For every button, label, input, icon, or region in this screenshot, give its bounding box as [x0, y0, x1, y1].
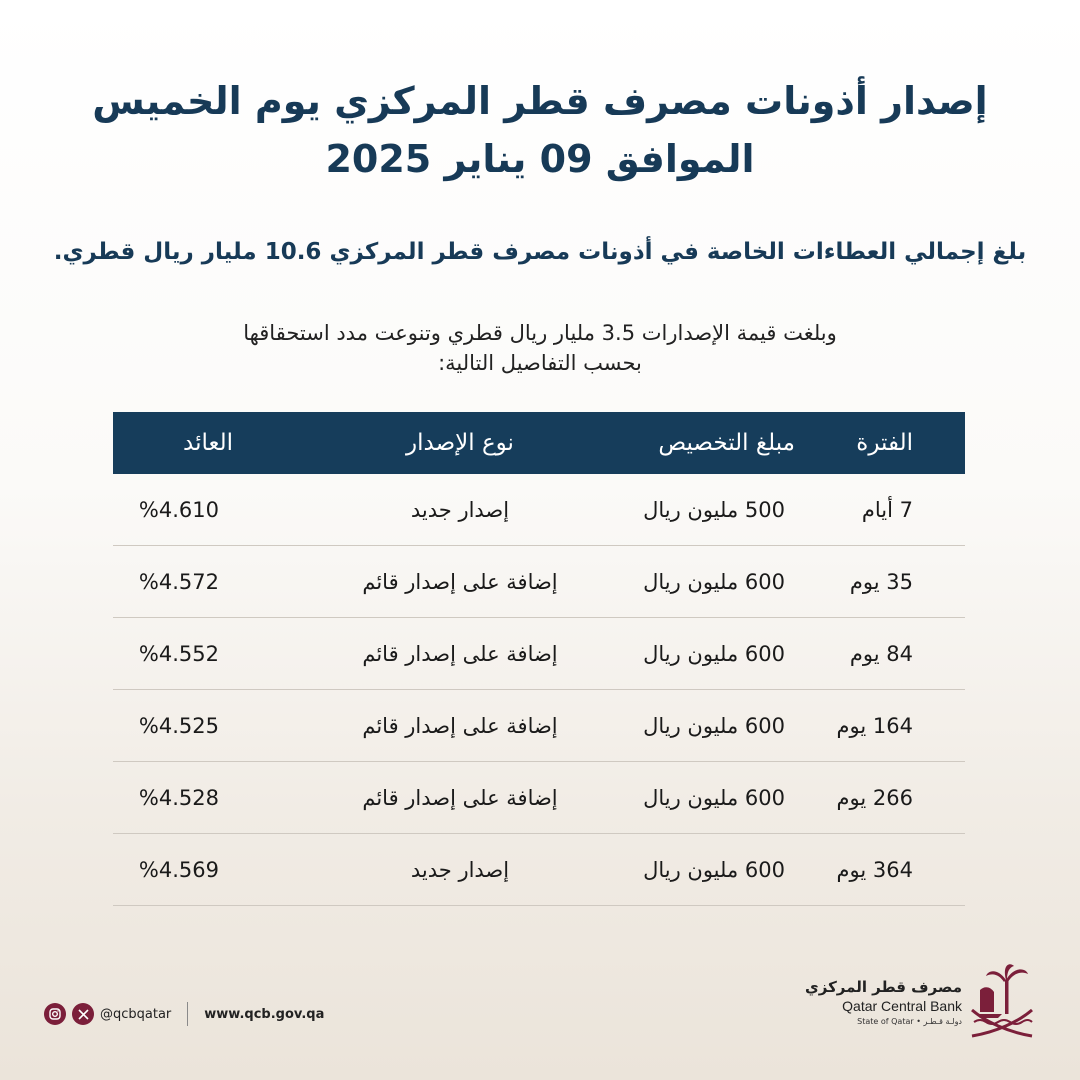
table-row — [113, 618, 965, 690]
qcb-emblem-icon — [966, 960, 1038, 1040]
cell-issue-type: إصدار جديد — [410, 497, 510, 522]
header-issue-type: نوع الإصدار — [406, 430, 514, 456]
cell-amount: 500 مليون ريال — [643, 497, 785, 522]
social-footer — [44, 1001, 324, 1027]
cell-period: 364 يوم — [836, 857, 913, 882]
total-bids-statement: بلغ إجمالي العطاءات الخاصة في أذونات مصرف قطر المركزي 10.6 مليار ريال قطري. — [53, 239, 1027, 265]
cell-amount: 600 مليون ريال — [643, 857, 785, 882]
table-row — [113, 834, 965, 906]
logo-state-name: State of Qatar • دولـة قـطـر — [857, 1017, 962, 1026]
issuance-intro — [140, 318, 940, 378]
title-line-2: الموافق 09 يناير 2025 — [325, 137, 755, 181]
cell-issue-type: إضافة على إصدار قائم — [362, 785, 558, 810]
title-line-1: إصدار أذونات مصرف قطر المركزي يوم الخميس — [92, 79, 988, 123]
cell-amount: 600 مليون ريال — [643, 569, 785, 594]
footer-divider — [187, 1002, 188, 1026]
table-header — [113, 412, 965, 474]
intro-line-2: بحسب التفاصيل التالية: — [438, 351, 642, 375]
intro-line-1: وبلغت قيمة الإصدارات 3.5 مليار ريال قطري وتنوعت مدد استحقاقها — [243, 321, 837, 345]
issuance-table — [113, 412, 965, 906]
header-period: الفترة — [856, 430, 913, 456]
page-title — [60, 72, 1020, 188]
cell-issue-type: إضافة على إصدار قائم — [362, 641, 558, 666]
cell-period: 35 يوم — [849, 569, 913, 594]
instagram-icon[interactable] — [44, 1003, 66, 1025]
table-row — [113, 474, 965, 546]
cell-issue-type: إصدار جديد — [410, 857, 510, 882]
cell-yield: %4.552 — [138, 641, 219, 666]
cell-issue-type: إضافة على إصدار قائم — [362, 713, 558, 738]
header-yield: العائد — [183, 430, 233, 456]
logo-english-name: Qatar Central Bank — [842, 998, 962, 1014]
qcb-logo — [805, 960, 1042, 1040]
cell-yield: %4.569 — [138, 857, 219, 882]
cell-period: 164 يوم — [836, 713, 913, 738]
cell-period: 84 يوم — [849, 641, 913, 666]
cell-amount: 600 مليون ريال — [643, 713, 785, 738]
cell-period: 7 أيام — [861, 497, 913, 522]
header-amount: مبلغ التخصيص — [658, 430, 795, 456]
cell-yield: %4.610 — [138, 497, 219, 522]
cell-yield: %4.528 — [138, 785, 219, 810]
x-icon[interactable] — [72, 1003, 94, 1025]
cell-yield: %4.572 — [138, 569, 219, 594]
social-handle[interactable]: @qcbqatar — [100, 1006, 172, 1022]
cell-issue-type: إضافة على إصدار قائم — [362, 569, 558, 594]
table-row — [113, 762, 965, 834]
table-row — [113, 690, 965, 762]
cell-amount: 600 مليون ريال — [643, 641, 785, 666]
cell-yield: %4.525 — [138, 713, 219, 738]
cell-period: 266 يوم — [836, 785, 913, 810]
logo-text — [805, 978, 962, 1026]
website-link[interactable]: www.qcb.gov.qa — [204, 1006, 325, 1022]
logo-arabic-name: مصرف قطر المركزي — [805, 978, 962, 996]
table-row — [113, 546, 965, 618]
cell-amount: 600 مليون ريال — [643, 785, 785, 810]
